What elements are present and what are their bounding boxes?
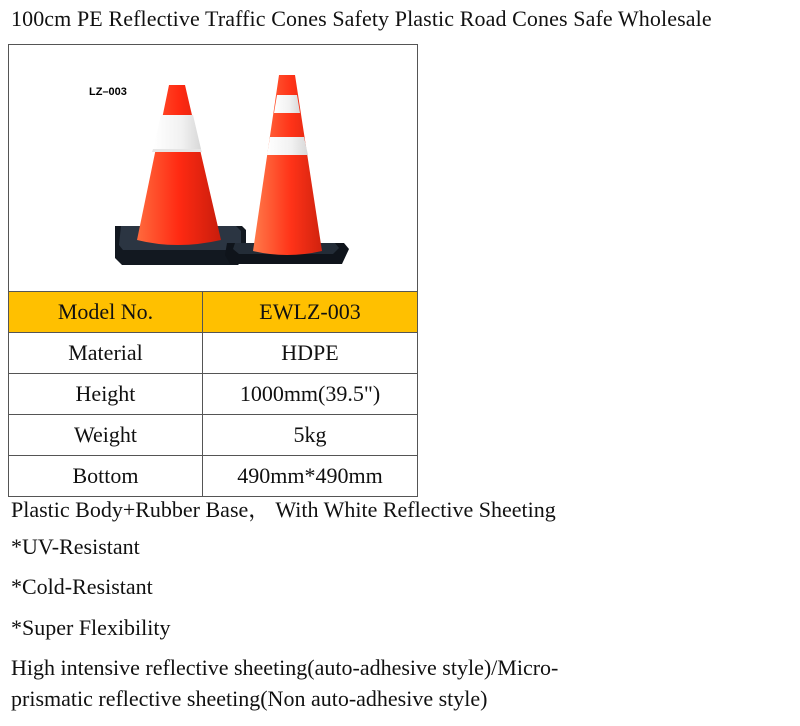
table-row [9,374,418,415]
spec-label: Weight [9,415,203,456]
spec-header-label: Model No. [9,292,203,333]
spec-value: 5kg [203,415,418,456]
spec-header-row [9,292,418,333]
spec-label: Bottom [9,456,203,497]
spec-table [8,44,418,497]
spec-value: 1000mm(39.5") [203,374,418,415]
spec-label: Height [9,374,203,415]
model-label: LZ–003 [89,86,127,98]
spec-label: Material [9,333,203,374]
feature-note-line: prismatic reflective sheeting(Non auto-adhesive style) [11,686,488,711]
spec-value: 490mm*490mm [203,456,418,497]
table-row [9,333,418,374]
spec-value: HDPE [203,333,418,374]
feature-summary: Plastic Body+Rubber Base， With White Reflective Sheeting [11,497,556,522]
feature-item: *Cold-Resistant [11,574,153,599]
table-row [9,456,418,497]
page-title: 100cm PE Reflective Traffic Cones Safety Plastic Road Cones Safe Wholesale [11,6,712,31]
product-image-cell [9,45,418,292]
feature-item: *Super Flexibility [11,615,171,640]
left-cone [137,85,221,245]
feature-item: *UV-Resistant [11,534,140,559]
table-row [9,415,418,456]
spec-header-value: EWLZ-003 [203,292,418,333]
traffic-cones-image [9,45,417,285]
feature-note-line: High intensive reflective sheeting(auto-adhesive style)/Micro- [11,655,559,680]
image-row [9,45,418,292]
